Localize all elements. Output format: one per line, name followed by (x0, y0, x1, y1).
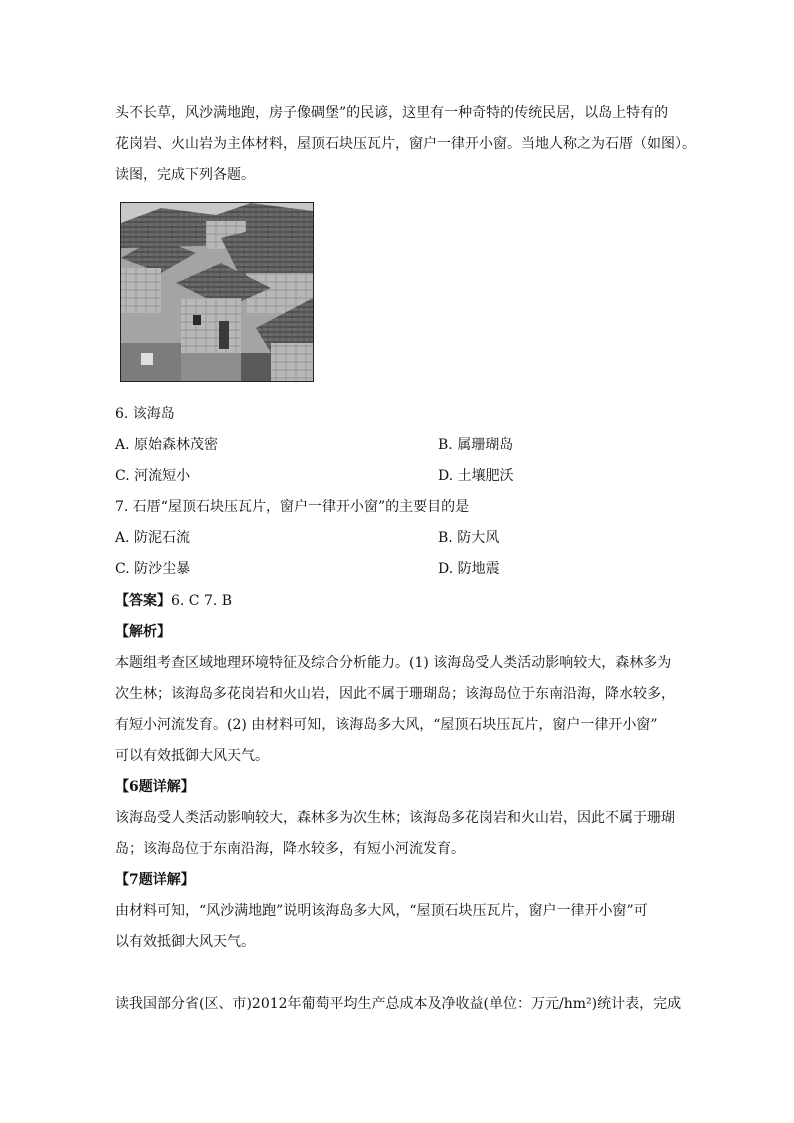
question-6-stem: 6. 该海岛 (115, 406, 175, 422)
question-6-option-a: A. 原始森林茂密 (115, 437, 219, 453)
detail-7-line-1: 由材料可知，“风沙满地跑”说明该海岛多大风，“屋顶石块压瓦片，窗户一律开小窗”可 (115, 903, 648, 919)
detail-6-label: 【6题详解】 (115, 779, 195, 795)
question-6-option-d: D. 土壤肥沃 (438, 468, 514, 484)
question-7-option-b: B. 防大风 (438, 530, 500, 546)
detail-6-line-2: 岛；该海岛位于东南沿海，降水较多，有短小河流发育。 (115, 841, 465, 857)
question-7-option-d: D. 防地震 (438, 561, 500, 577)
question-6-option-b: B. 属珊瑚岛 (438, 437, 514, 453)
question-7-option-a: A. 防泥石流 (115, 530, 191, 546)
intro-line-3: 读图，完成下列各题。 (115, 167, 255, 183)
detail-6-line-1: 该海岛受人类活动影响较大，森林多为次生林；该海岛多花岗岩和火山岩，因此不属于珊瑚 (115, 810, 675, 826)
detail-7-line-2: 以有效抵御大风天气。 (115, 934, 255, 950)
answer-text: 6. C 7. B (171, 593, 233, 609)
analysis-line-1: 本题组考查区域地理环境特征及综合分析能力。(1) 该海岛受人类活动影响较大，森林多为 (115, 655, 672, 671)
question-6-option-c: C. 河流短小 (115, 468, 191, 484)
analysis-line-3: 有短小河流发育。(2) 由材料可知，该海岛多大风，“屋顶石块压瓦片，窗户一律开小窗” (115, 717, 658, 733)
next-question-intro: 读我国部分省(区、市)2012年葡萄平均生产总成本及净收益(单位：万元/hm²)统计表，完成 (115, 996, 682, 1012)
question-7-option-c: C. 防沙尘暴 (115, 561, 191, 577)
analysis-line-2: 次生林；该海岛多花岗岩和火山岩，因此不属于珊瑚岛；该海岛位于东南沿海，降水较多， (115, 686, 675, 702)
intro-line-2: 花岗岩、火山岩为主体材料，屋顶石块压瓦片，窗户一律开小窗。当地人称之为石厝（如图）。 (115, 136, 696, 152)
analysis-label: 【解析】 (115, 624, 171, 640)
analysis-line-4: 可以有效抵御大风天气。 (115, 748, 269, 764)
intro-line-1: 头不长草，风沙满地跑，房子像碉堡”的民谚，这里有一种奇特的传统民居，以岛上特有的 (115, 105, 669, 121)
detail-7-label: 【7题详解】 (115, 872, 195, 888)
answer-line (115, 591, 232, 611)
answer-label: 【答案】 (115, 593, 171, 609)
question-7-stem: 7. 石厝“屋顶石块压瓦片，窗户一律开小窗”的主要目的是 (115, 499, 470, 515)
stone-house-photo (120, 202, 314, 382)
